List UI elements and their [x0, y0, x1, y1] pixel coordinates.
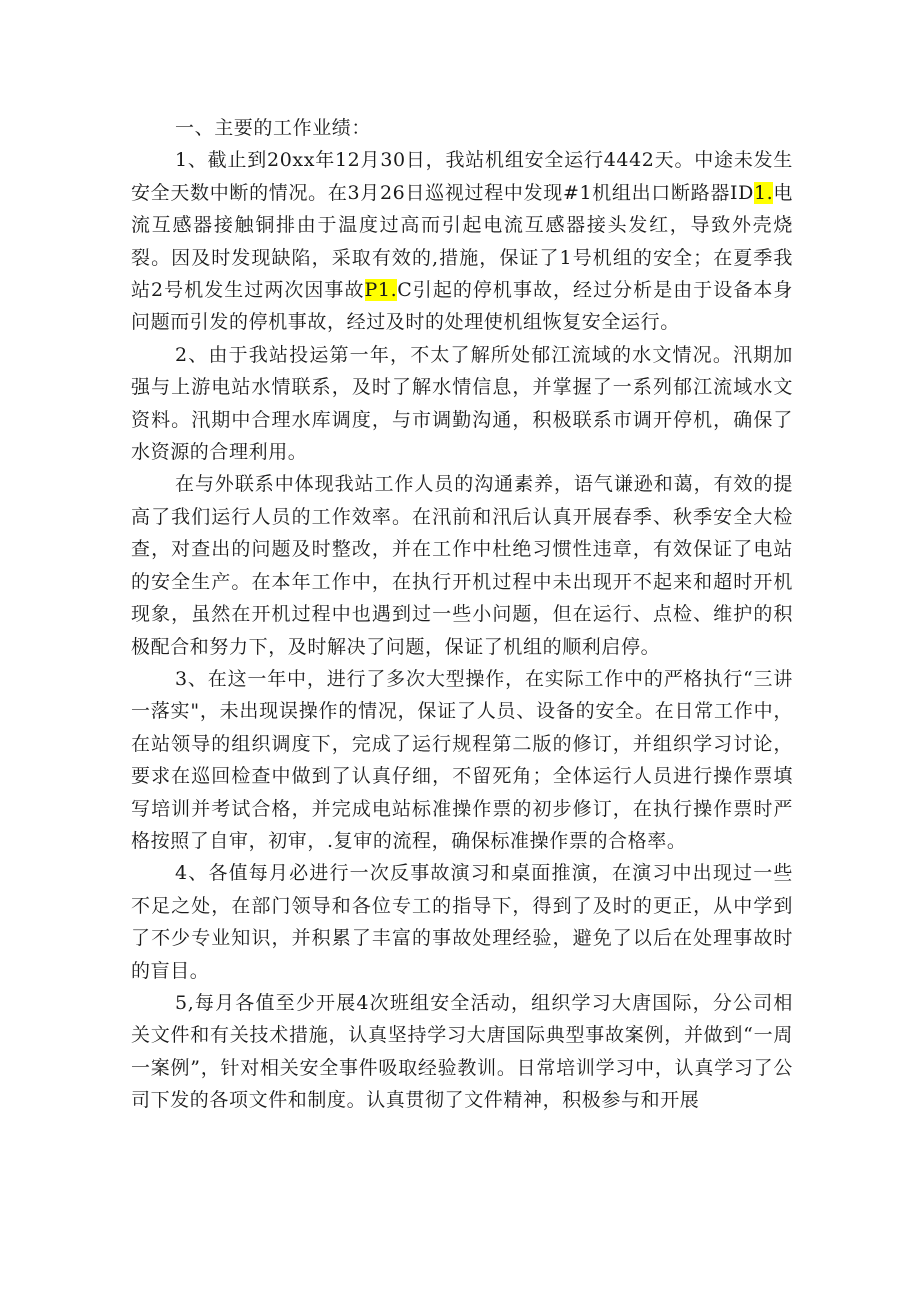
paragraph-1 [131, 144, 793, 338]
paragraph-6: 5,每月各值至少开展4次班组安全活动，组织学习大唐国际，分公司相关文件和有关技术措施，认真坚持学习大唐国际典型事故案例，并做到“一周一案例”，针对相关安全事件吸取经验教训。日常培训学习中，认真学习了公司下发的各项文件和制度。认真贯彻了文件精神，积极参与和开展 [131, 991, 793, 1112]
section-heading: 一、主要的工作业绩： [175, 117, 372, 139]
paragraph-4: 3、在这一年中，进行了多次大型操作，在实际工作中的严格执行“三讲一落实"，未出现误操作的情况，保证了人员、设备的安全。在日常工作中，在站领导的组织调度下，完成了运行规程第二版的修订，并组织学习讨论，要求在巡回检查中做到了认真仔细，不留死角；全体运行人员进行操作票填写培训并考试合格，并完成电站标准操作票的初步修订，在执行操作票时严格按照了自审，初审，.复审的流程，确保标准操作票的合格率。 [131, 667, 793, 852]
highlighted-text-1: 1. [753, 181, 774, 204]
paragraph-1-text-a: 1、截止到20xx年12月30日，我站机组安全运行4442天。中途未发生安全天数中断的情况。在3月26日巡视过程中发现#1机组出口断路器ID [131, 149, 793, 204]
highlighted-text-2: P1. [364, 279, 398, 302]
paragraph-5: 4、各值每月必进行一次反事故演习和桌面推演，在演习中出现过一些不足之处，在部门领导和各位专工的指导下，得到了及时的更正，从中学到了不少专业知识，并积累了丰富的事故处理经验，避免了以后在处理事故时的盲目。 [131, 862, 793, 982]
document-body [131, 112, 793, 1117]
paragraph-1-text-c: C引起的停机事故，经过分析是由于设备本身问题而引发的停机事故，经过及时的处理使机组恢复安全运行。 [131, 279, 793, 334]
paragraph-2: 2、由于我站投运第一年，不太了解所处郁江流域的水文情况。汛期加强与上游电站水情联系，及时了解水情信息，并掌握了一系列郁江流域水文资料。汛期中合理水库调度，与市调勤沟通，积极联系市调开停机，确保了水资源的合理利用。 [131, 343, 793, 464]
paragraph-3: 在与外联系中体现我站工作人员的沟通素养，语气谦逊和蔼，有效的提高了我们运行人员的工作效率。在汛前和汛后认真开展春季、秋季安全大检查，对查出的问题及时整改，并在工作中杜绝习惯性违章，有效保证了电站的安全生产。在本年工作中，在执行开机过程中未出现开不起来和超时开机现象，虽然在开机过程中也遇到过一些小问题，但在运行、点检、维护的积极配合和努力下，及时解决了问题，保证了机组的顺利启停。 [131, 473, 793, 658]
paragraph-1-text-b: 电流互感器接触铜排由于温度过高而引起电流互感器接头发红，导致外壳烧裂。因及时发现缺陷，采取有效的,措施，保证了1号机组的安全；在夏季我站2号机发生过两次因事故 [131, 181, 793, 302]
